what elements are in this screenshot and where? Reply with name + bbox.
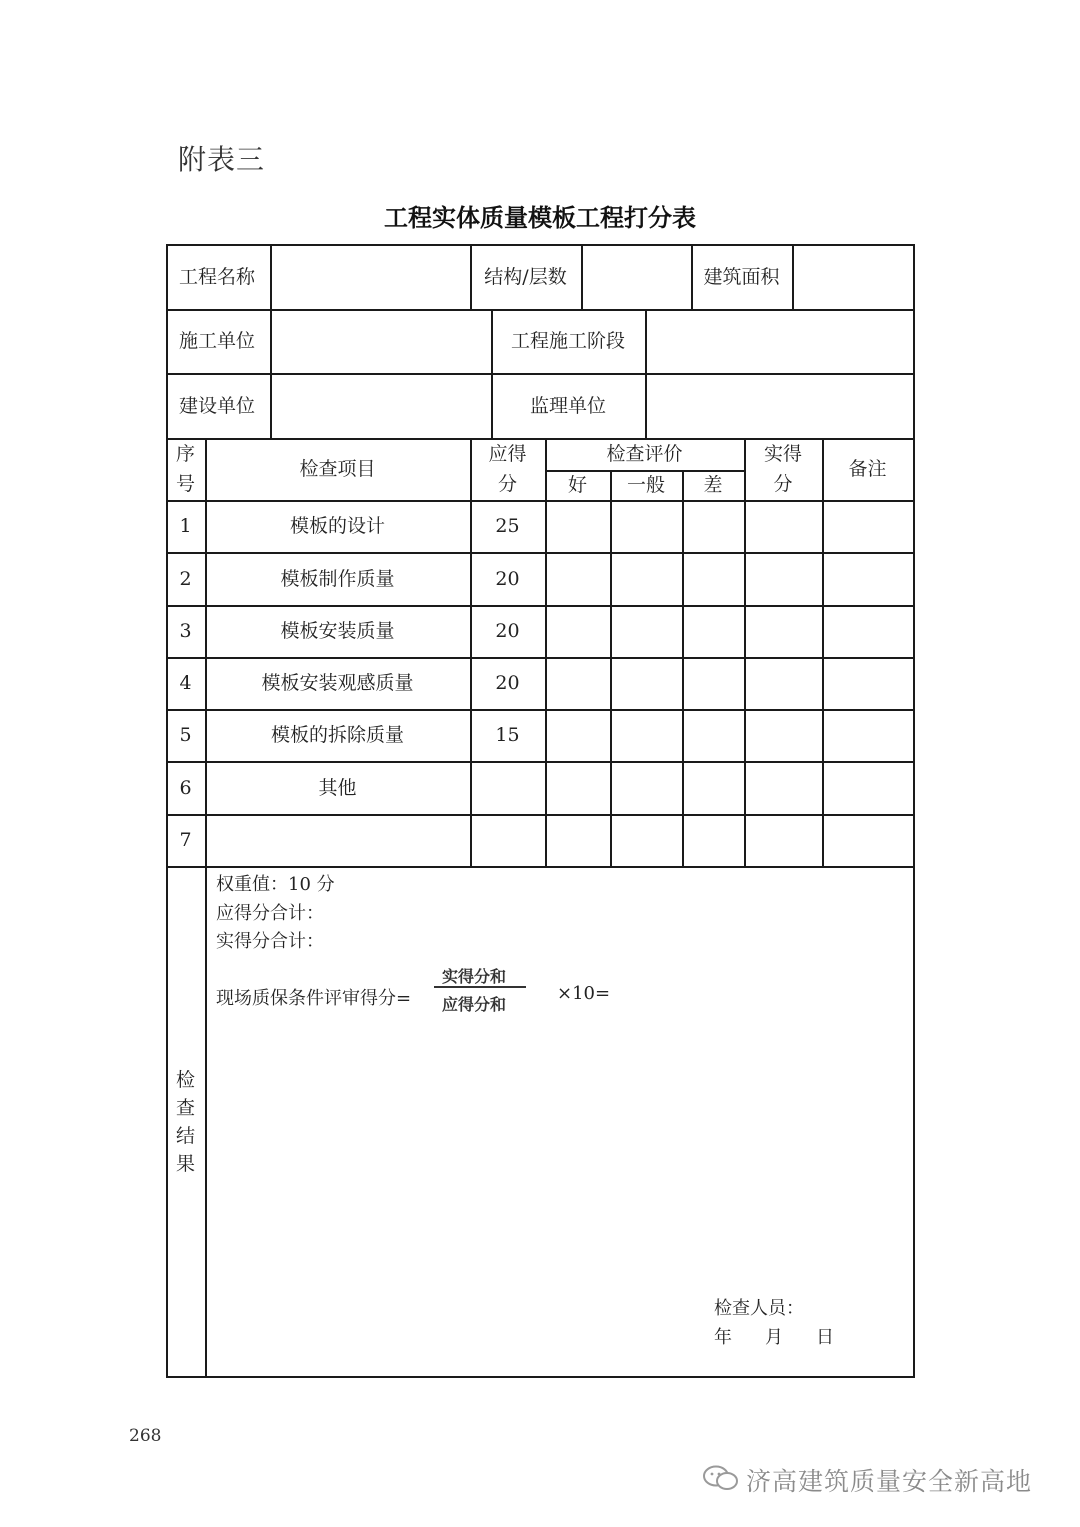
formula-denominator: 应得分和 [442, 995, 507, 1014]
date-month: 月 [765, 1327, 783, 1348]
row-number: 6 [179, 776, 192, 799]
date-day: 日 [816, 1327, 834, 1348]
formula-multiplier: ×10= [557, 983, 611, 1004]
row-number: 4 [179, 672, 192, 694]
table-rule [270, 244, 272, 438]
owner-label: 建设单位 [179, 394, 256, 417]
table-rule [682, 470, 684, 867]
row-score: 20 [495, 672, 520, 694]
project-name-label: 工程名称 [179, 265, 256, 288]
contractor-label: 施工单位 [179, 330, 256, 352]
row-score: 20 [495, 620, 520, 642]
row-item: 模板制作质量 [280, 567, 395, 590]
table-rule [581, 244, 583, 310]
table-rule [545, 438, 547, 867]
table-rule [792, 244, 794, 310]
formula-label: 现场质保条件评审得分= [216, 988, 412, 1009]
evaluation-header: 检查评价 [606, 443, 683, 465]
row-item [205, 814, 470, 866]
expected-header-line: 应得 [488, 443, 527, 465]
seq-header-line: 序 [175, 443, 195, 465]
actual-header-line: 实得 [763, 443, 802, 465]
row-number: 1 [179, 515, 192, 537]
expected-header-line: 分 [497, 473, 517, 495]
row-score: 25 [495, 515, 520, 537]
result-label-char: 果 [175, 1153, 195, 1175]
row-score: 20 [495, 567, 520, 590]
result-label-char: 结 [175, 1125, 195, 1147]
row-number: 2 [179, 567, 192, 590]
fair-header: 一般 [626, 474, 665, 496]
expected-score-header [470, 438, 545, 500]
row-score [470, 761, 545, 814]
seq-header-line: 号 [175, 473, 195, 495]
watermark [702, 1462, 1032, 1498]
row-number: 7 [179, 829, 192, 851]
table-rule [610, 470, 612, 867]
actual-total: 实得分合计： [216, 931, 324, 952]
actual-score-header [744, 438, 822, 500]
table-rule [166, 1376, 915, 1378]
area-label: 建筑面积 [703, 265, 780, 288]
row-number: 3 [179, 620, 192, 642]
row-score: 15 [495, 724, 520, 746]
table-rule [166, 866, 915, 868]
row-item: 模板的设计 [289, 515, 385, 537]
seq-header [166, 438, 205, 500]
poor-header: 差 [703, 474, 723, 496]
result-label [166, 1064, 205, 1180]
weight-value: 权重值：10 分 [216, 874, 335, 895]
remark-header: 备注 [848, 458, 887, 480]
table-rule [822, 438, 824, 867]
wechat-icon [702, 1464, 740, 1496]
expected-total: 应得分合计： [216, 903, 324, 924]
row-item: 其他 [318, 776, 357, 799]
appendix-label: 附表三 [178, 143, 266, 176]
structure-label: 结构/层数 [484, 265, 567, 288]
fraction-bar [434, 986, 526, 988]
inspector-label: 检查人员： [714, 1298, 804, 1319]
row-item: 模板的拆除质量 [270, 724, 404, 746]
table-rule [744, 438, 746, 867]
table-rule [913, 244, 915, 1377]
date-year: 年 [714, 1327, 732, 1348]
page-number: 268 [129, 1426, 162, 1446]
good-header: 好 [567, 474, 587, 496]
row-item: 模板安装观感质量 [261, 672, 414, 694]
item-header: 检查项目 [299, 458, 376, 480]
row-number: 5 [179, 724, 192, 746]
row-item: 模板安装质量 [280, 620, 395, 642]
supervisor-label: 监理单位 [529, 394, 606, 417]
stage-label: 工程施工阶段 [510, 330, 625, 352]
form-title: 工程实体质量模板工程打分表 [384, 203, 696, 232]
table-rule [645, 309, 647, 439]
watermark-text: 济高建筑质量安全新高地 [746, 1467, 1033, 1496]
result-label-char: 查 [175, 1097, 195, 1119]
row-score [470, 814, 545, 866]
formula-numerator: 实得分和 [442, 967, 507, 986]
actual-header-line: 分 [773, 473, 793, 495]
result-label-char: 检 [175, 1069, 195, 1091]
